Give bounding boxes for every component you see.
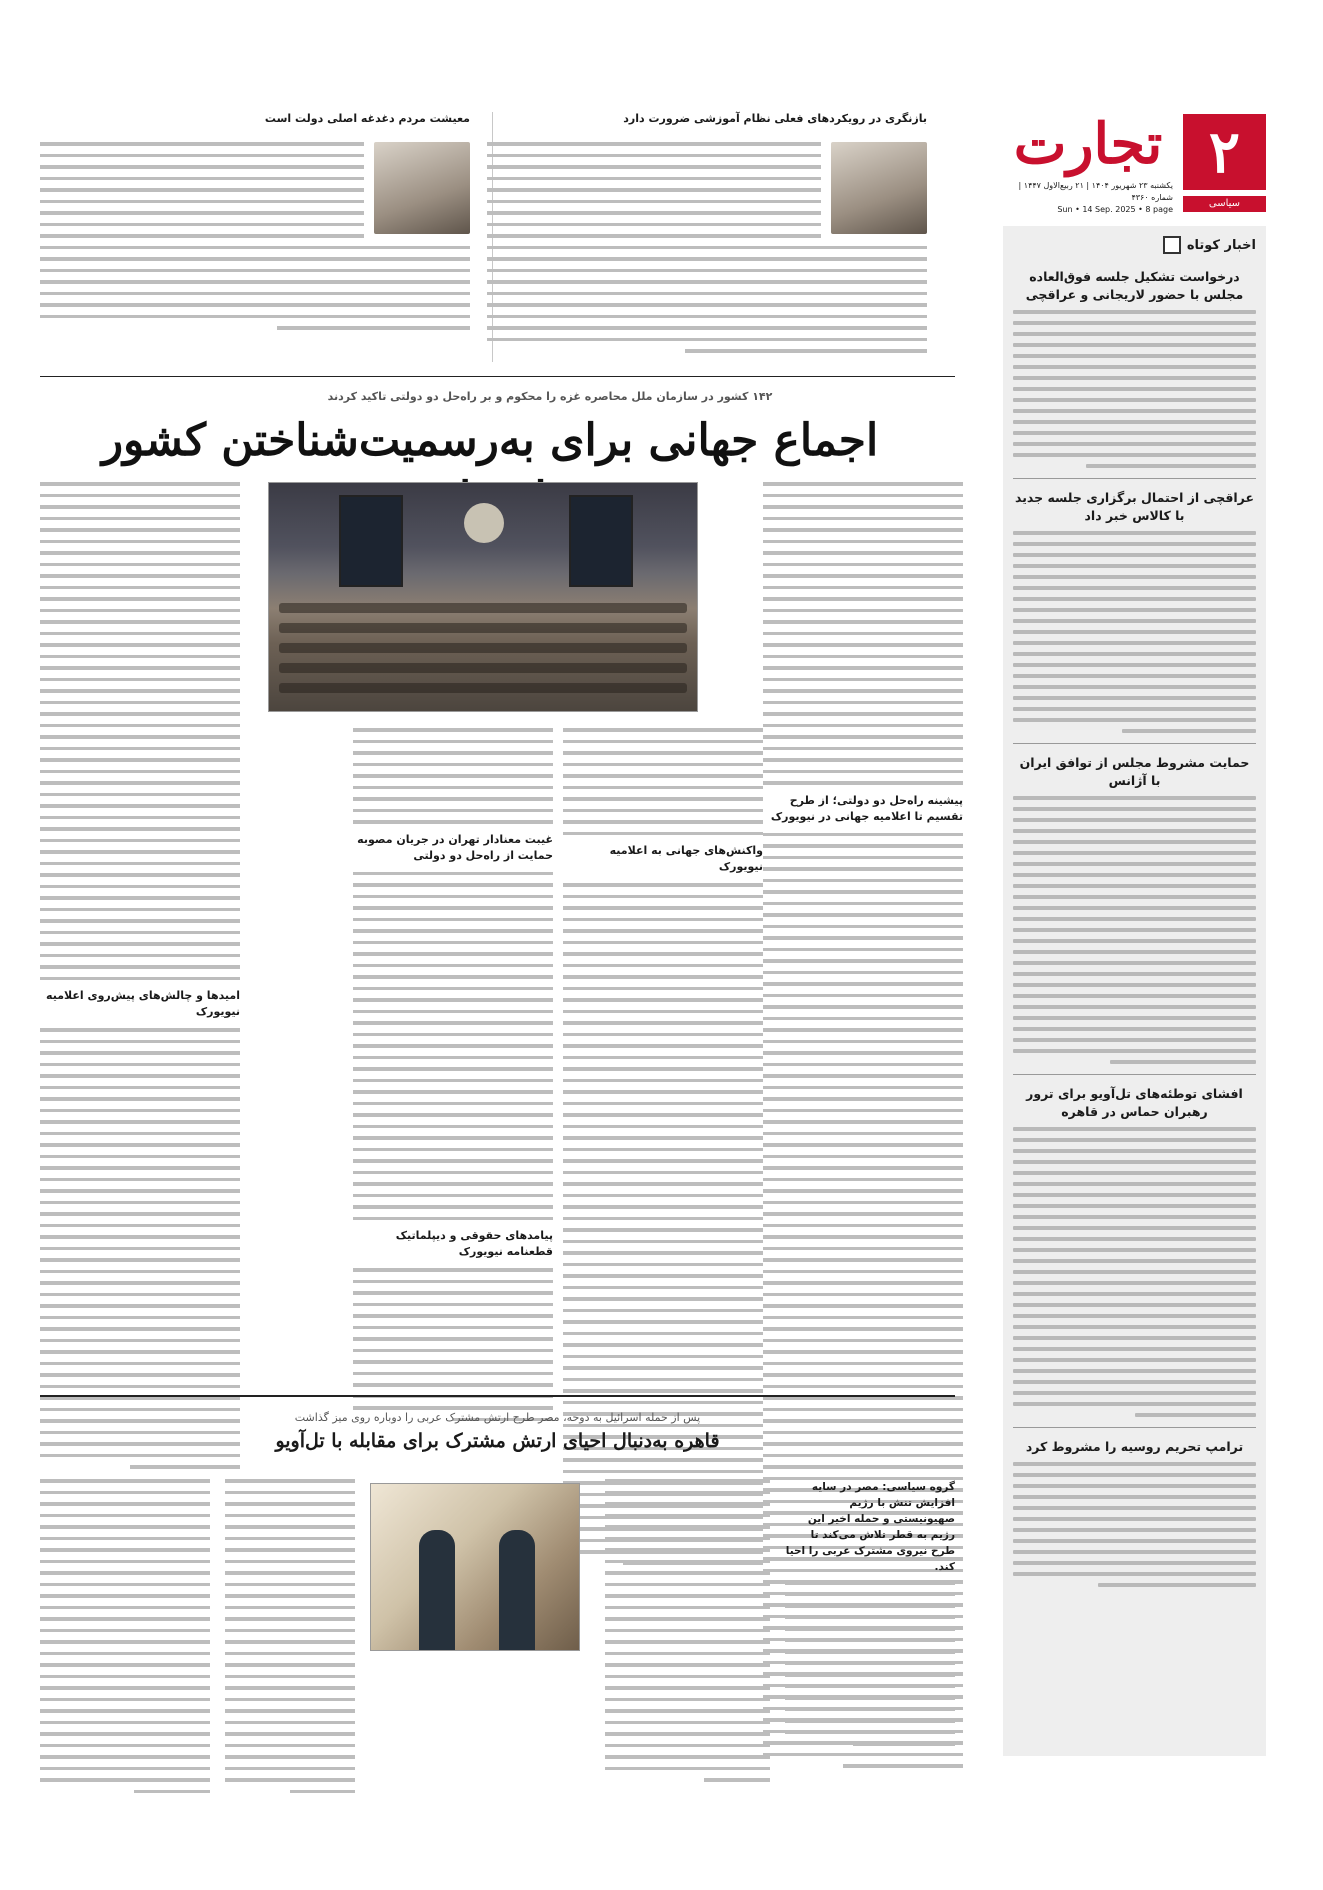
top-article [40,112,470,362]
short-news-item [1013,1438,1256,1587]
divider [1013,1427,1256,1428]
bottom-story-column [605,1479,770,1790]
divider [1013,743,1256,744]
divider [1013,1074,1256,1075]
short-news-body [1013,1127,1256,1417]
short-news-headline: افشای توطئه‌های تل‌آویو برای ترور رهبران حماس در قاهره [1026,1086,1243,1119]
story-subhead: واکنش‌های جهانی به اعلامیه نیویورک [609,844,763,873]
bottom-story-column [225,1479,355,1801]
divider [1013,478,1256,479]
newspaper-logo: تجارت [1013,111,1163,177]
un-assembly-photo [268,482,698,712]
story-subhead: پیشینه راه‌حل دو دولتی؛ از طرح تقسیم تا اعلامیه جهانی در نیویورک [770,793,963,823]
short-news-headline: عراقچی از احتمال برگزاری جلسه جدید با کالاس خبر داد [1014,490,1254,523]
leaders-meeting-photo [370,1483,580,1651]
main-story-kicker: ۱۴۲ کشور در سازمان ملل محاصره غزه را محکوم و بر راه‌حل دو دولتی تاکید کردند [327,390,773,403]
story-subhead: امیدها و چالش‌های پیش‌روی اعلامیه نیویورک [46,989,240,1018]
short-news-body [1013,1462,1256,1587]
main-story-column [353,728,553,1429]
page-number: ۲ [1183,114,1266,190]
date-line [1003,180,1173,216]
bottom-story [40,1395,955,1750]
short-news-headline: ترامپ تحریم روسیه را مشروط کرد [1025,1439,1244,1454]
short-news-item [1013,268,1256,468]
bottom-story-column [785,1479,955,1754]
short-news-headline: درخواست تشکیل جلسه فوق‌العاده مجلس با حضور لاریجانی و عراقچی [1025,269,1244,302]
top-article [487,112,927,362]
top-articles [40,112,955,362]
short-news-body [1013,531,1256,733]
bottom-story-column [40,1479,210,1801]
section-tag: سیاسی [1183,196,1266,212]
square-bullet-icon [1163,236,1181,254]
main-story-headline: اجماع جهانی برای به‌رسمیت‌شناختن کشور [101,415,879,466]
article-body [487,142,927,361]
sidebar-title: اخبار کوتاه [1186,237,1256,253]
short-news-headline: حمایت مشروط مجلس از توافق ایران با آژانس [1019,755,1250,788]
sidebar-header [1013,236,1256,254]
short-news-item [1013,1085,1256,1417]
bottom-story-lead: گروه سیاسی: مصر در سایه افزایش تنش با رژیم صهیونیستی و حمله اخیر این رژیم به قطر تلاش می‌کند تا طرح نیروی مشترک عربی را احیا کند. [785,1481,955,1573]
short-news-item [1013,489,1256,733]
story-subhead: غیبت معنادار تهران در جریان مصوبه حمایت از راه‌حل دو دولتی [357,832,553,862]
bottom-story-kicker: پس از حمله اسرائیل به دوحه، مصر طرح ارتش مشترک عربی را دوباره روی میز گذاشت [294,1411,701,1424]
date-english: Sun • 14 Sep. 2025 • 8 page [1057,205,1173,214]
main-story-column [40,482,240,1477]
date-persian: یکشنبه ۲۳ شهریور ۱۴۰۴ | ۲۱ ربیع‌الاول ۱۴۴۷ | شماره ۴۳۶۰ [1018,181,1173,202]
short-news-body [1013,310,1256,468]
short-news-body [1013,796,1256,1064]
article-body [40,142,470,338]
divider [40,376,955,377]
article-headline: بازنگری در رویکردهای فعلی نظام آموزشی ضرورت دارد [623,112,927,125]
short-news-sidebar [1003,226,1266,1756]
story-subhead: پیامدهای حقوقی و دیپلماتیک قطعنامه نیویورک [395,1229,553,1258]
article-headline: معیشت مردم دغدغه اصلی دولت است [264,112,470,125]
short-news-item [1013,754,1256,1064]
bottom-story-headline: قاهره به‌دنبال احیای ارتش مشترک برای مقابله با تل‌آویو [275,1430,720,1452]
